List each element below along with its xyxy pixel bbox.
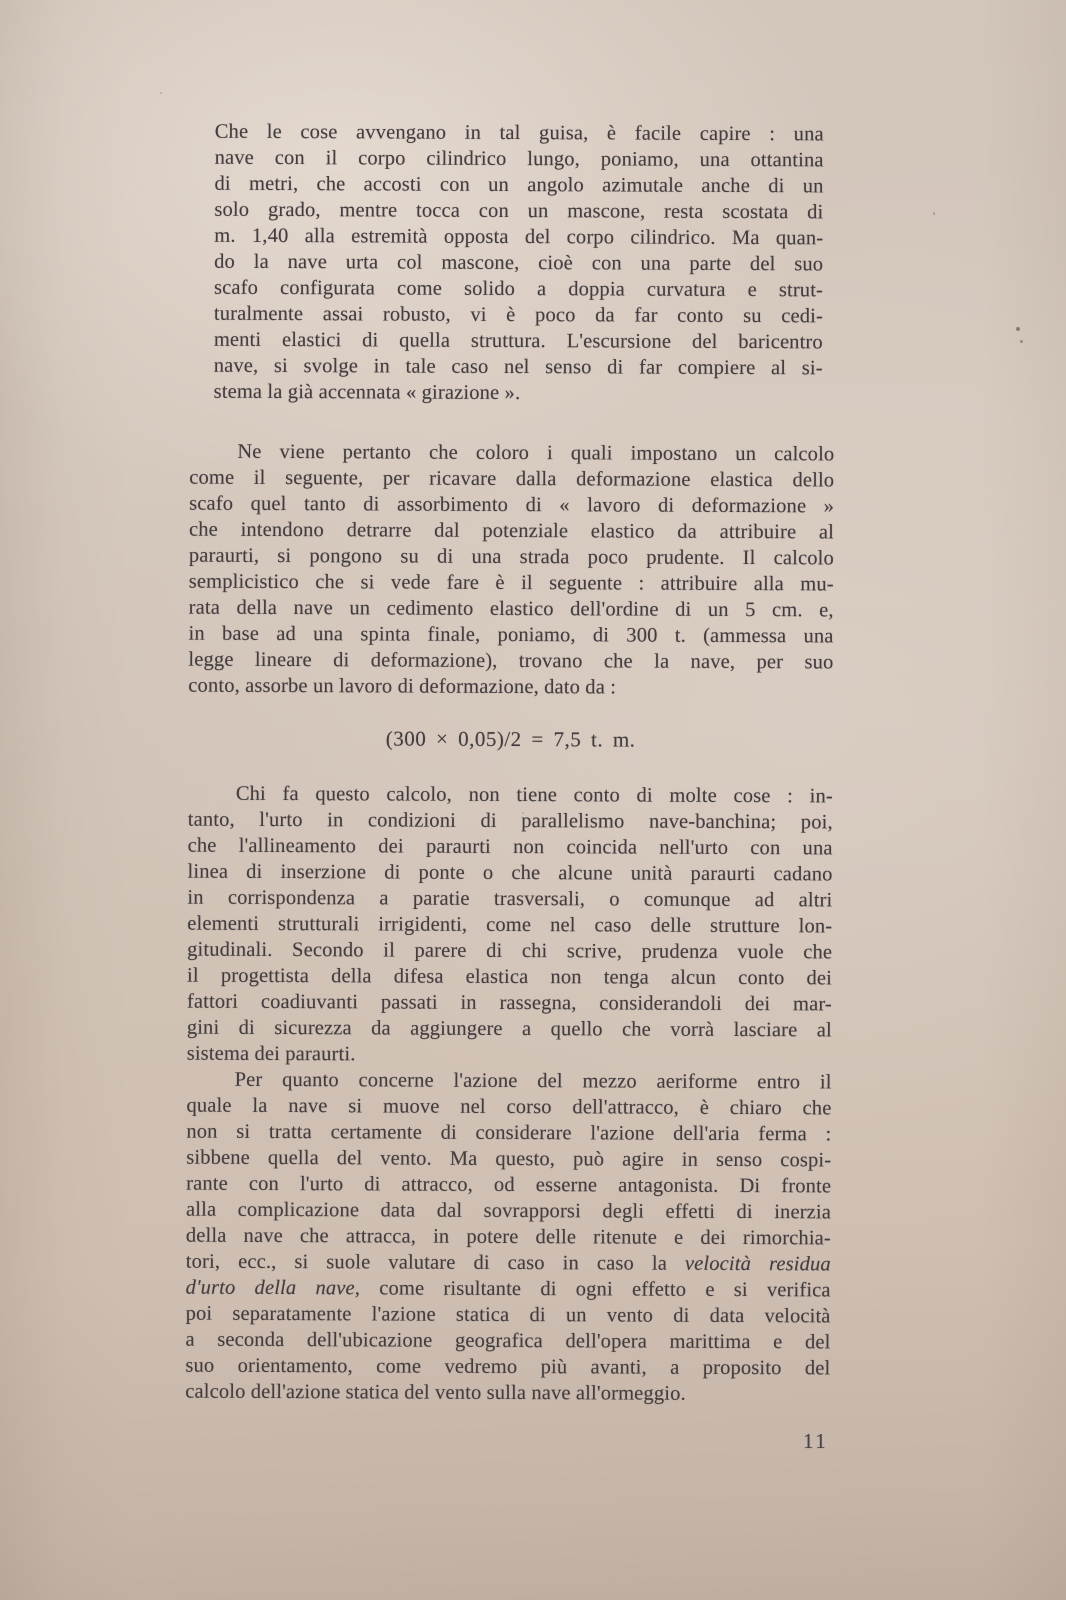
- text-line: alla complicazione data dal sovrapporsi degli effetti di inerzia: [186, 1198, 832, 1224]
- text-line: scafo configurata come solido a doppia curvatura e strut-: [214, 276, 824, 302]
- text-line: do la nave urta col mascone, cioè con una parte del suo: [214, 250, 824, 276]
- text-line: che l'allineamento dei paraurti non coincida nell'urto con una: [187, 834, 833, 860]
- text-line: della nave che attracca, in potere delle ritenute e dei rimorchia-: [185, 1224, 831, 1250]
- text-line: Che le cose avvengano in tal guisa, è facile capire : una: [214, 120, 824, 146]
- text-line: Chi fa questo calcolo, non tiene conto di molte cose : in-: [235, 782, 833, 808]
- text-line: tori, ecc., si suole valutare di caso in caso la velocità residua: [185, 1250, 831, 1276]
- paper-speck: [522, 812, 524, 814]
- text-line: poi separatamente l'azione statica di un vento di data velocità: [185, 1302, 831, 1328]
- text-line: suo orientamento, come vedremo più avanti, a proposito del: [185, 1354, 831, 1380]
- text-line: in base ad una spinta finale, poniamo, di 300 t. (ammessa una: [188, 622, 834, 648]
- text-line: il progettista della difesa elastica non tenga alcun conto dei: [187, 964, 833, 990]
- paper-speck: [1020, 340, 1023, 343]
- paragraph: [188, 439, 834, 702]
- paper-speck: [160, 92, 162, 94]
- text-line: non si tratta certamente di considerare l'azione dell'aria ferma :: [186, 1120, 832, 1146]
- paper-speck: [933, 212, 935, 215]
- page-number: 11: [803, 1429, 829, 1453]
- text-line: legge lineare di deformazione), trovano che la nave, per suo: [188, 648, 834, 674]
- text-line: conto, assorbe un lavoro di deformazione, dato da :: [188, 674, 617, 699]
- text-line: elementi strutturali irrigidenti, come nel caso delle strutture lon-: [187, 912, 833, 938]
- text-line: linea di inserzione di ponte o che alcune unità paraurti cadano: [187, 860, 833, 886]
- text-line: rante con l'urto di attracco, od esserne antagonista. Di fronte: [186, 1172, 832, 1198]
- text-line: turalmente assai robusto, vi è poco da far conto su cedi-: [213, 302, 823, 328]
- paragraph: [187, 781, 833, 1070]
- text-line: come il seguente, per ricavare dalla deformazione elastica dello: [189, 466, 835, 492]
- text-line: che intendono detrarre dal potenziale elastico da attribuire al: [188, 518, 835, 544]
- text-line: di metri, che accosti con un angolo azimutale anche di un: [214, 172, 824, 198]
- text-block: [185, 119, 836, 1408]
- text-line: nave con il corpo cilindrico lungo, poniamo, una ottantina: [214, 146, 824, 172]
- text-line: sistema dei paraurti.: [186, 1042, 356, 1066]
- text-line: paraurti, si pongono su di una strada poco prudente. Il calcolo: [188, 544, 834, 570]
- text-line: d'urto della nave, come risultante di ogni effetto e si verifica: [185, 1276, 831, 1302]
- text-line: scafo quel tanto di assorbimento di « lavoro di deformazione »: [189, 492, 835, 518]
- text-line: sibbene quella del vento. Ma questo, può agire in senso cospi-: [186, 1146, 832, 1172]
- paper-speck: [1016, 327, 1020, 331]
- text-line: Per quanto concerne l'azione del mezzo aeriforme entro il: [234, 1068, 832, 1094]
- text-line: semplicistico che si vede fare è il seguente : attribuire alla mu-: [188, 570, 834, 596]
- formula: (300 × 0,05)/2 = 7,5 t. m.: [385, 726, 636, 752]
- text-line: tanto, l'urto in condizioni di parallelismo nave-banchina; poi,: [187, 808, 833, 834]
- text-line: calcolo dell'azione statica del vento sulla nave all'ormeggio.: [185, 1380, 686, 1405]
- text-line: solo grado, mentre tocca con un mascone, resta scostata di: [214, 198, 824, 224]
- text-line: gitudinali. Secondo il parere di chi scrive, prudenza vuole che: [187, 938, 833, 964]
- text-line: menti elastici di quella struttura. L'escursione del baricentro: [213, 328, 823, 354]
- text-line: nave, si svolge in tale caso nel senso di far compiere al si-: [213, 354, 823, 380]
- paragraph: [214, 119, 824, 408]
- text-line: Ne viene pertanto che coloro i quali impostano un calcolo: [237, 440, 835, 466]
- text-line: in corrispondenza a paratie trasversali, o comunque ad altri: [187, 886, 833, 912]
- text-line: gini di sicurezza da aggiungere a quello che vorrà lasciare al: [186, 1016, 832, 1042]
- text-line: fattori coadiuvanti passati in rassegna, considerandoli dei mar-: [186, 990, 832, 1016]
- paragraph: [185, 1067, 831, 1408]
- text-line: a seconda dell'ubicazione geografica dell'opera marittima e del: [185, 1328, 831, 1354]
- text-line: stema la già accennata « girazione ».: [213, 380, 521, 405]
- text-line: quale la nave si muove nel corso dell'attracco, è chiaro che: [186, 1094, 832, 1120]
- text-line: rata della nave un cedimento elastico dell'ordine di un 5 cm. e,: [188, 596, 834, 622]
- text-line: m. 1,40 alla estremità opposta del corpo cilindrico. Ma quan-: [214, 224, 824, 250]
